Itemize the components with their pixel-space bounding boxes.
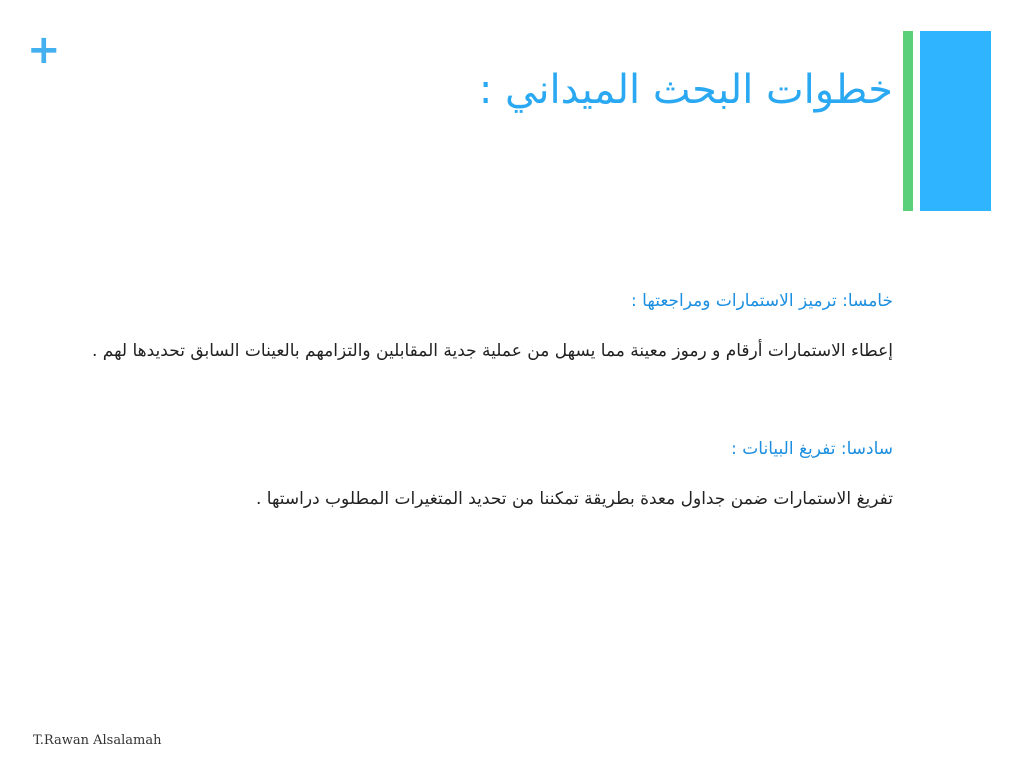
section-heading-sixth: سادسا: تفريغ البيانات : — [731, 438, 893, 459]
accent-bar-blue — [920, 31, 991, 211]
section-heading-fifth: خامسا: ترميز الاستمارات ومراجعتها : — [631, 291, 893, 311]
section-body-sixth: تفريغ الاستمارات ضمن جداول معدة بطريقة تمكننا من تحديد المتغيرات المطلوب دراستها . — [255, 488, 893, 509]
section-body-fifth: إعطاء الاستمارات أرقام و رموز معينة مما يسهل من عملية جدية المقابلين والتزامهم بالعينات السابق تحديدها لهم . — [91, 340, 893, 361]
plus-icon: + — [27, 27, 61, 73]
footer-author: T.Rawan Alsalamah — [33, 733, 162, 748]
accent-bar-green — [903, 31, 913, 211]
slide-content — [70, 290, 893, 513]
slide-title: خطوات البحث الميداني : — [478, 67, 893, 113]
